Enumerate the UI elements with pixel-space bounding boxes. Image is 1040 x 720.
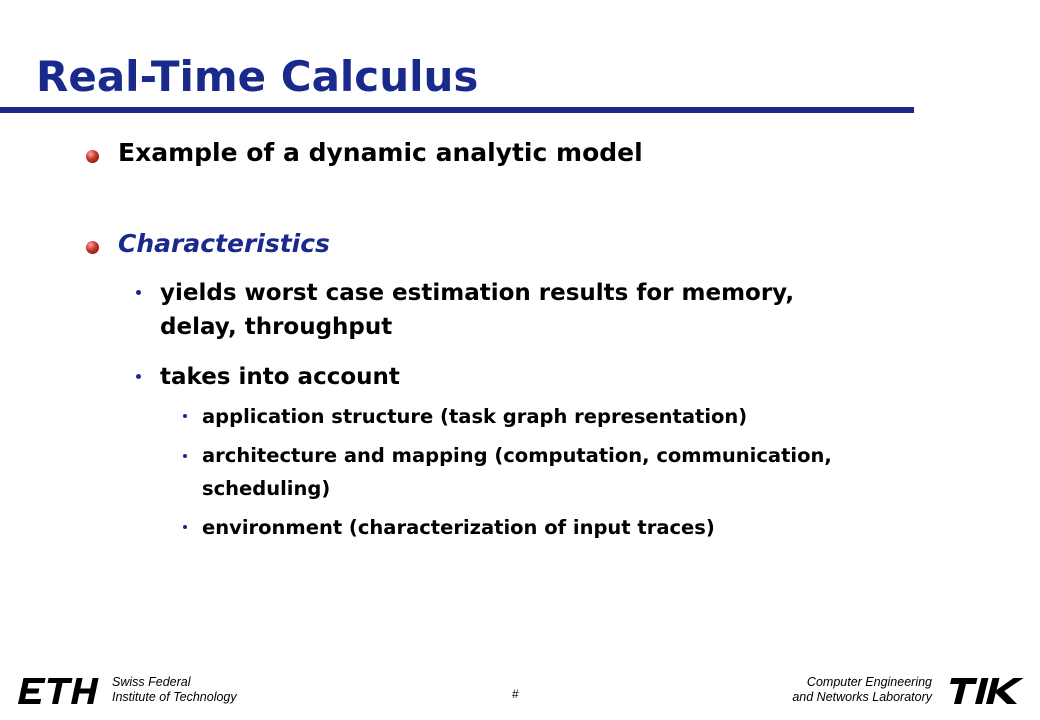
slide-title: Real-Time Calculus bbox=[36, 52, 479, 101]
tik-logo-icon bbox=[944, 676, 1028, 706]
red-ball-icon bbox=[86, 241, 99, 254]
dot-icon bbox=[136, 374, 141, 379]
dot-icon bbox=[136, 290, 141, 295]
item-architecture-mapping-line2: scheduling) bbox=[202, 477, 331, 500]
dot-icon bbox=[183, 525, 187, 529]
footer-institution-line1: Swiss Federal bbox=[112, 675, 191, 689]
item-architecture-mapping-line1: architecture and mapping (computation, communication, bbox=[202, 444, 832, 467]
title-underline bbox=[0, 107, 914, 113]
page-number: # bbox=[512, 687, 519, 701]
subbullet-worst-case-line1: yields worst case estimation results for memory, bbox=[160, 280, 795, 306]
subbullet-takes-into-account: takes into account bbox=[160, 364, 400, 390]
item-environment: environment (characterization of input traces) bbox=[202, 516, 715, 539]
footer-lab-line2: and Networks Laboratory bbox=[792, 690, 932, 704]
footer-lab-line1: Computer Engineering bbox=[806, 675, 932, 689]
subbullet-worst-case-line2: delay, throughput bbox=[160, 314, 393, 340]
dot-icon bbox=[183, 454, 187, 458]
red-ball-icon bbox=[86, 150, 99, 163]
dot-icon bbox=[183, 414, 187, 418]
footer-institution-line2: Institute of Technology bbox=[112, 690, 237, 704]
bullet-characteristics: Characteristics bbox=[118, 229, 330, 258]
bullet-dynamic-model: Example of a dynamic analytic model bbox=[118, 138, 643, 167]
item-application-structure: application structure (task graph representation) bbox=[202, 405, 748, 428]
eth-logo-icon bbox=[18, 676, 102, 706]
